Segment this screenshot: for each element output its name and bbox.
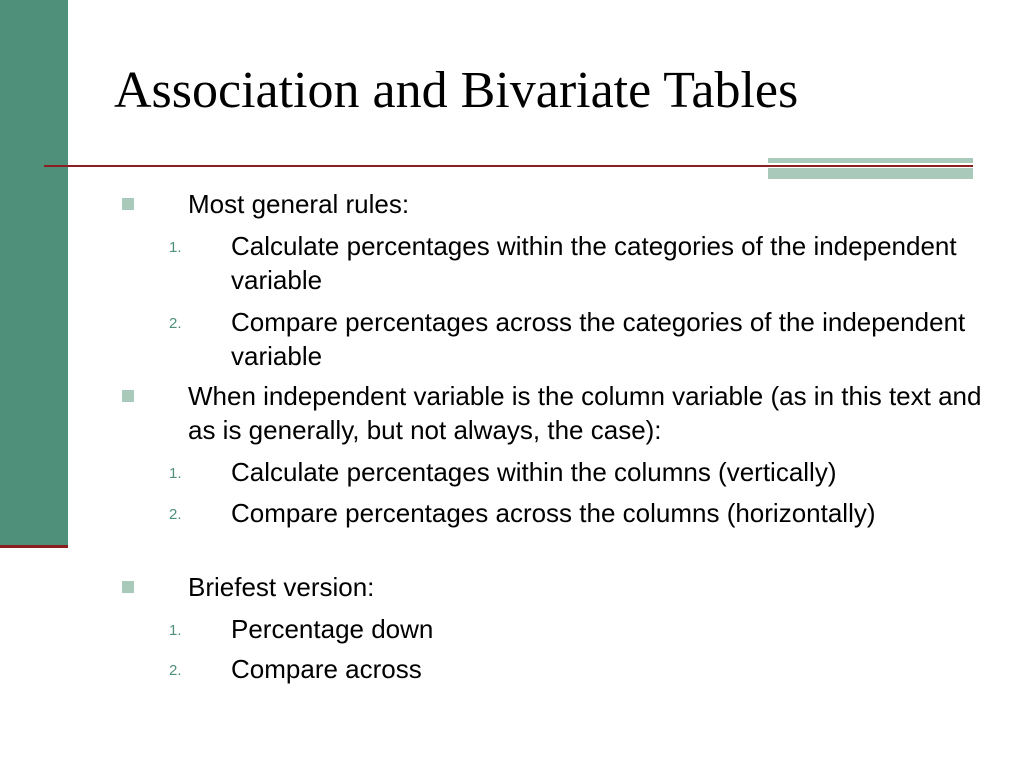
- item-number: 2.: [169, 506, 182, 523]
- bullet-text: Most general rules:: [188, 189, 410, 219]
- bullet-item: [188, 187, 988, 221]
- item-text: Calculate percentages within the columns (vertically): [231, 457, 837, 487]
- item-text: Calculate percentages within the categories of the independent variable: [231, 231, 957, 295]
- accent-bar-bottom: [768, 168, 973, 179]
- accent-bars: [768, 158, 973, 180]
- bullet-text: Briefest version:: [188, 572, 375, 602]
- square-bullet-icon: [122, 198, 134, 210]
- item-text: Compare percentages across the categories of the independent variable: [231, 307, 966, 371]
- item-number: 2.: [169, 315, 182, 332]
- bullet-item: [188, 570, 988, 604]
- square-bullet-icon: [122, 390, 134, 402]
- numbered-item: [169, 612, 971, 646]
- numbered-item: [169, 652, 971, 686]
- numbered-item: [169, 229, 971, 297]
- accent-bar-top: [768, 158, 973, 163]
- item-text: Compare percentages across the columns (horizontally): [231, 498, 876, 528]
- numbered-item: [169, 305, 971, 373]
- item-text: Compare across: [231, 654, 422, 684]
- item-text: Percentage down: [231, 614, 434, 644]
- numbered-item: [169, 496, 971, 530]
- square-bullet-icon: [122, 581, 134, 593]
- side-decoration-bar: [0, 0, 68, 545]
- slide-title: Association and Bivariate Tables: [114, 62, 799, 119]
- side-decoration-rule: [0, 545, 68, 548]
- item-number: 1.: [169, 239, 182, 256]
- numbered-item: [169, 455, 971, 489]
- item-number: 2.: [169, 662, 182, 679]
- item-number: 1.: [169, 622, 182, 639]
- bullet-text: When independent variable is the column variable (as in this text and as is generally, but not always, the case):: [188, 381, 982, 445]
- item-number: 1.: [169, 465, 182, 482]
- bullet-item: [188, 379, 988, 447]
